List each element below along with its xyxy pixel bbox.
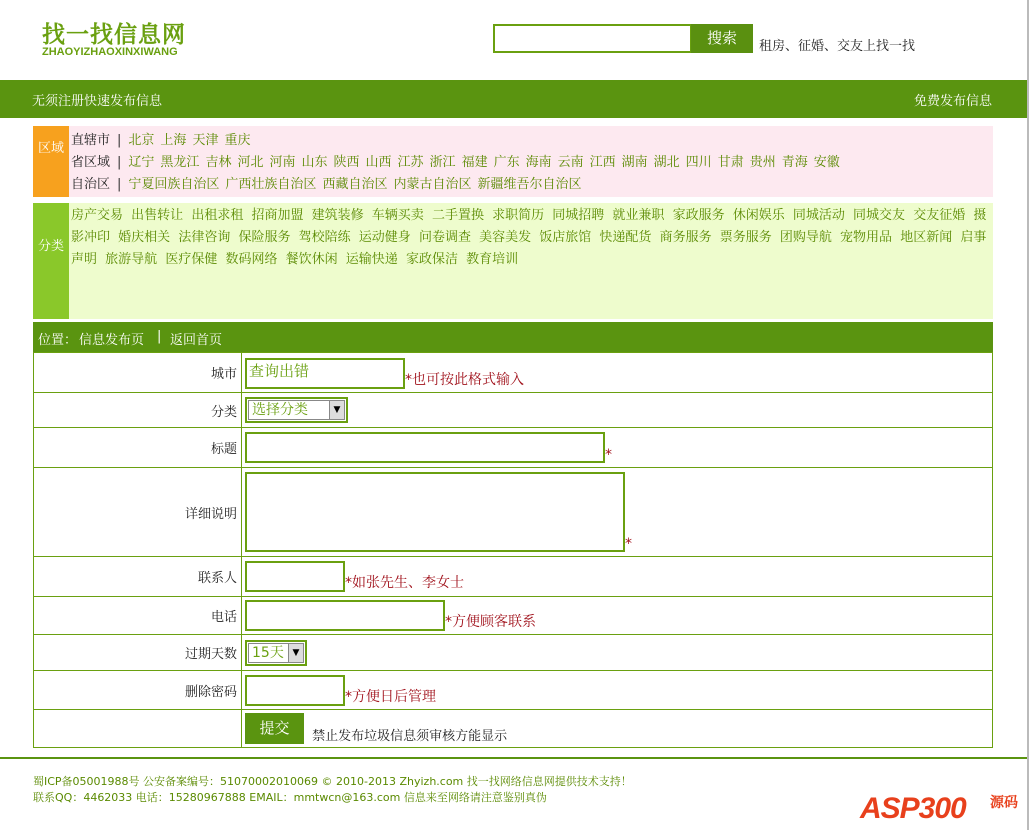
category-link[interactable]: 摄影冲印 <box>71 208 987 245</box>
top-bar <box>0 80 1027 118</box>
watermark-logo <box>858 778 1028 828</box>
city-hint: *也可按此格式输入 <box>405 372 524 388</box>
region-link[interactable]: 西藏自治区 <box>322 177 388 192</box>
contact-label: 联系人 <box>34 557 242 597</box>
contact-input[interactable] <box>245 561 345 592</box>
region-link[interactable]: 河北 <box>237 155 264 170</box>
category-link[interactable]: 保险服务 <box>238 230 291 245</box>
region-panel <box>33 126 993 197</box>
region-link[interactable]: 福建 <box>461 155 488 170</box>
category-link[interactable]: 车辆买卖 <box>371 208 424 223</box>
category-link[interactable]: 票务服务 <box>719 230 772 245</box>
region-link[interactable]: 北京 <box>128 133 155 148</box>
submit-note: 禁止发布垃圾信息须审核方能显示 <box>312 729 508 744</box>
city-input[interactable]: 查询出错 <box>245 358 405 389</box>
region-link[interactable]: 上海 <box>160 133 187 148</box>
detail-label: 详细说明 <box>34 468 242 557</box>
region-row-label: 省区域 <box>71 155 111 170</box>
phone-label: 电话 <box>34 597 242 635</box>
region-link[interactable]: 湖北 <box>653 155 680 170</box>
region-row-sep: | <box>117 177 122 192</box>
category-link[interactable]: 同城活动 <box>792 208 845 223</box>
category-link[interactable]: 同城招聘 <box>552 208 605 223</box>
region-link[interactable]: 广西壮族自治区 <box>225 177 317 192</box>
category-link[interactable]: 二手置换 <box>431 208 484 223</box>
header <box>0 0 1031 80</box>
site-logo[interactable]: 找一找信息网 <box>42 22 186 48</box>
region-link[interactable]: 青海 <box>781 155 808 170</box>
free-publish-link[interactable]: 免费发布信息 <box>913 94 992 109</box>
region-link[interactable]: 贵州 <box>749 155 776 170</box>
category-link[interactable]: 交友征婚 <box>913 208 966 223</box>
watermark-sub: 源码 <box>990 795 1018 811</box>
category-link[interactable]: 商务服务 <box>659 230 712 245</box>
contact-hint: *如张先生、李女士 <box>345 575 464 591</box>
region-row-label: 自治区 <box>71 177 111 192</box>
footer <box>33 774 632 806</box>
category-link[interactable]: 就业兼职 <box>612 208 665 223</box>
chevron-down-icon: ▼ <box>288 644 303 662</box>
password-hint: *方便日后管理 <box>345 688 436 705</box>
region-link[interactable]: 重庆 <box>224 133 251 148</box>
region-link[interactable]: 湖南 <box>621 155 648 170</box>
category-link[interactable]: 建筑装修 <box>311 208 364 223</box>
region-tag: 区域 <box>33 126 69 197</box>
region-row-label: 直辖市 <box>71 133 111 148</box>
category-link[interactable]: 出租求租 <box>191 208 244 223</box>
region-row-sep: | <box>117 133 122 148</box>
category-link[interactable]: 休闲娱乐 <box>732 208 785 223</box>
region-link[interactable]: 海南 <box>525 155 552 170</box>
region-link[interactable]: 山东 <box>301 155 328 170</box>
password-label: 删除密码 <box>34 671 242 710</box>
category-link[interactable]: 启事声明 <box>71 230 987 267</box>
category-label: 分类 <box>34 393 242 428</box>
category-link[interactable]: 家政服务 <box>672 208 725 223</box>
title-label: 标题 <box>34 428 242 468</box>
region-row-municipality <box>71 129 256 148</box>
category-link[interactable]: 家政保洁 <box>405 252 458 267</box>
search-button[interactable]: 搜索 <box>691 24 753 53</box>
title-required: * <box>605 447 612 463</box>
category-link[interactable]: 饭店旅馆 <box>539 230 592 245</box>
category-link[interactable]: 旅游导航 <box>105 252 158 267</box>
region-link[interactable]: 甘肃 <box>717 155 744 170</box>
category-link[interactable]: 婚庆相关 <box>118 230 171 245</box>
region-link[interactable]: 江苏 <box>397 155 424 170</box>
breadcrumb-home-link[interactable]: 返回首页 <box>170 333 223 348</box>
publish-form <box>33 352 993 748</box>
category-link[interactable]: 运动健身 <box>358 230 411 245</box>
site-logo-pinyin: ZHAOYIZHAOXINXIWANG <box>42 46 178 58</box>
breadcrumb-sep: | <box>157 329 162 344</box>
category-link[interactable]: 房产交易 <box>71 208 124 223</box>
phone-input[interactable] <box>245 600 445 631</box>
category-link[interactable]: 求职简历 <box>492 208 545 223</box>
expire-label: 过期天数 <box>34 635 242 671</box>
page-edge-line <box>1027 0 1029 830</box>
footer-line-1: 蜀ICP备05001988号 公安备案编号：51070002010069 © 2010-2013 Zhyizh.com 找一找网络信息网提供技术支持！ <box>33 775 632 788</box>
region-row-autonomous <box>71 173 587 192</box>
top-bar-slogan: 无须注册快速发布信息 <box>32 94 163 109</box>
region-link[interactable]: 广东 <box>493 155 520 170</box>
watermark-text: ASP300 <box>860 792 966 825</box>
category-link[interactable]: 餐饮休闲 <box>285 252 338 267</box>
breadcrumb <box>33 322 993 352</box>
detail-textarea[interactable] <box>245 472 625 552</box>
category-link[interactable]: 驾校陪练 <box>298 230 351 245</box>
category-link[interactable]: 法律咨询 <box>178 230 231 245</box>
detail-required: * <box>625 536 632 552</box>
category-link[interactable]: 数码网络 <box>225 252 278 267</box>
category-link[interactable]: 出售转让 <box>131 208 184 223</box>
breadcrumb-prefix: 位置： <box>38 333 78 348</box>
region-link[interactable]: 陕西 <box>333 155 360 170</box>
category-link[interactable]: 问卷调查 <box>418 230 471 245</box>
search-hint: 租房、征婚、交友上找一找 <box>759 39 916 54</box>
category-link[interactable]: 教育培训 <box>466 252 519 267</box>
category-link[interactable]: 宠物用品 <box>840 230 893 245</box>
search-input[interactable] <box>493 24 692 53</box>
category-link[interactable]: 医疗保健 <box>165 252 218 267</box>
region-link[interactable]: 浙江 <box>429 155 456 170</box>
city-label: 城市 <box>34 353 242 393</box>
footer-divider <box>0 757 1027 759</box>
region-link[interactable]: 安徽 <box>813 155 840 170</box>
region-link[interactable]: 河南 <box>269 155 296 170</box>
region-link[interactable]: 内蒙古自治区 <box>393 177 472 192</box>
region-link[interactable]: 新疆维吾尔自治区 <box>477 177 582 192</box>
category-select[interactable]: 选择分类 ▼ <box>245 397 348 423</box>
category-link[interactable]: 美容美发 <box>479 230 532 245</box>
expire-select[interactable]: 15天 ▼ <box>245 640 307 666</box>
breadcrumb-current[interactable]: 信息发布页 <box>79 333 145 348</box>
category-panel <box>33 203 993 319</box>
category-links <box>71 205 987 271</box>
category-link[interactable]: 快递配货 <box>599 230 652 245</box>
category-link[interactable]: 团购导航 <box>779 230 832 245</box>
title-input[interactable] <box>245 432 605 463</box>
region-link[interactable]: 辽宁 <box>128 155 155 170</box>
region-link[interactable]: 吉林 <box>205 155 232 170</box>
region-link[interactable]: 江西 <box>589 155 616 170</box>
category-tag: 分类 <box>33 203 69 319</box>
region-link[interactable]: 宁夏回族自治区 <box>128 177 220 192</box>
submit-row-spacer <box>34 710 242 748</box>
region-link[interactable]: 黑龙江 <box>160 155 200 170</box>
category-link[interactable]: 地区新闻 <box>900 230 953 245</box>
region-link[interactable]: 天津 <box>192 133 219 148</box>
footer-line-2: 联系QQ：4462033 电话：15280967888 EMAIL：mmtwcn@163.com 信息来至网络请注意鉴别真伪 <box>33 791 547 804</box>
region-link[interactable]: 山西 <box>365 155 392 170</box>
category-link[interactable]: 同城交友 <box>853 208 906 223</box>
password-input[interactable] <box>245 675 345 706</box>
region-link[interactable]: 云南 <box>557 155 584 170</box>
region-row-province <box>71 151 846 170</box>
submit-button[interactable]: 提交 <box>245 713 304 744</box>
chevron-down-icon: ▼ <box>329 401 344 419</box>
phone-hint: *方便顾客联系 <box>445 614 536 630</box>
category-link[interactable]: 运输快递 <box>345 252 398 267</box>
region-row-sep: | <box>117 155 122 170</box>
category-link[interactable]: 招商加盟 <box>251 208 304 223</box>
region-link[interactable]: 四川 <box>685 155 712 170</box>
